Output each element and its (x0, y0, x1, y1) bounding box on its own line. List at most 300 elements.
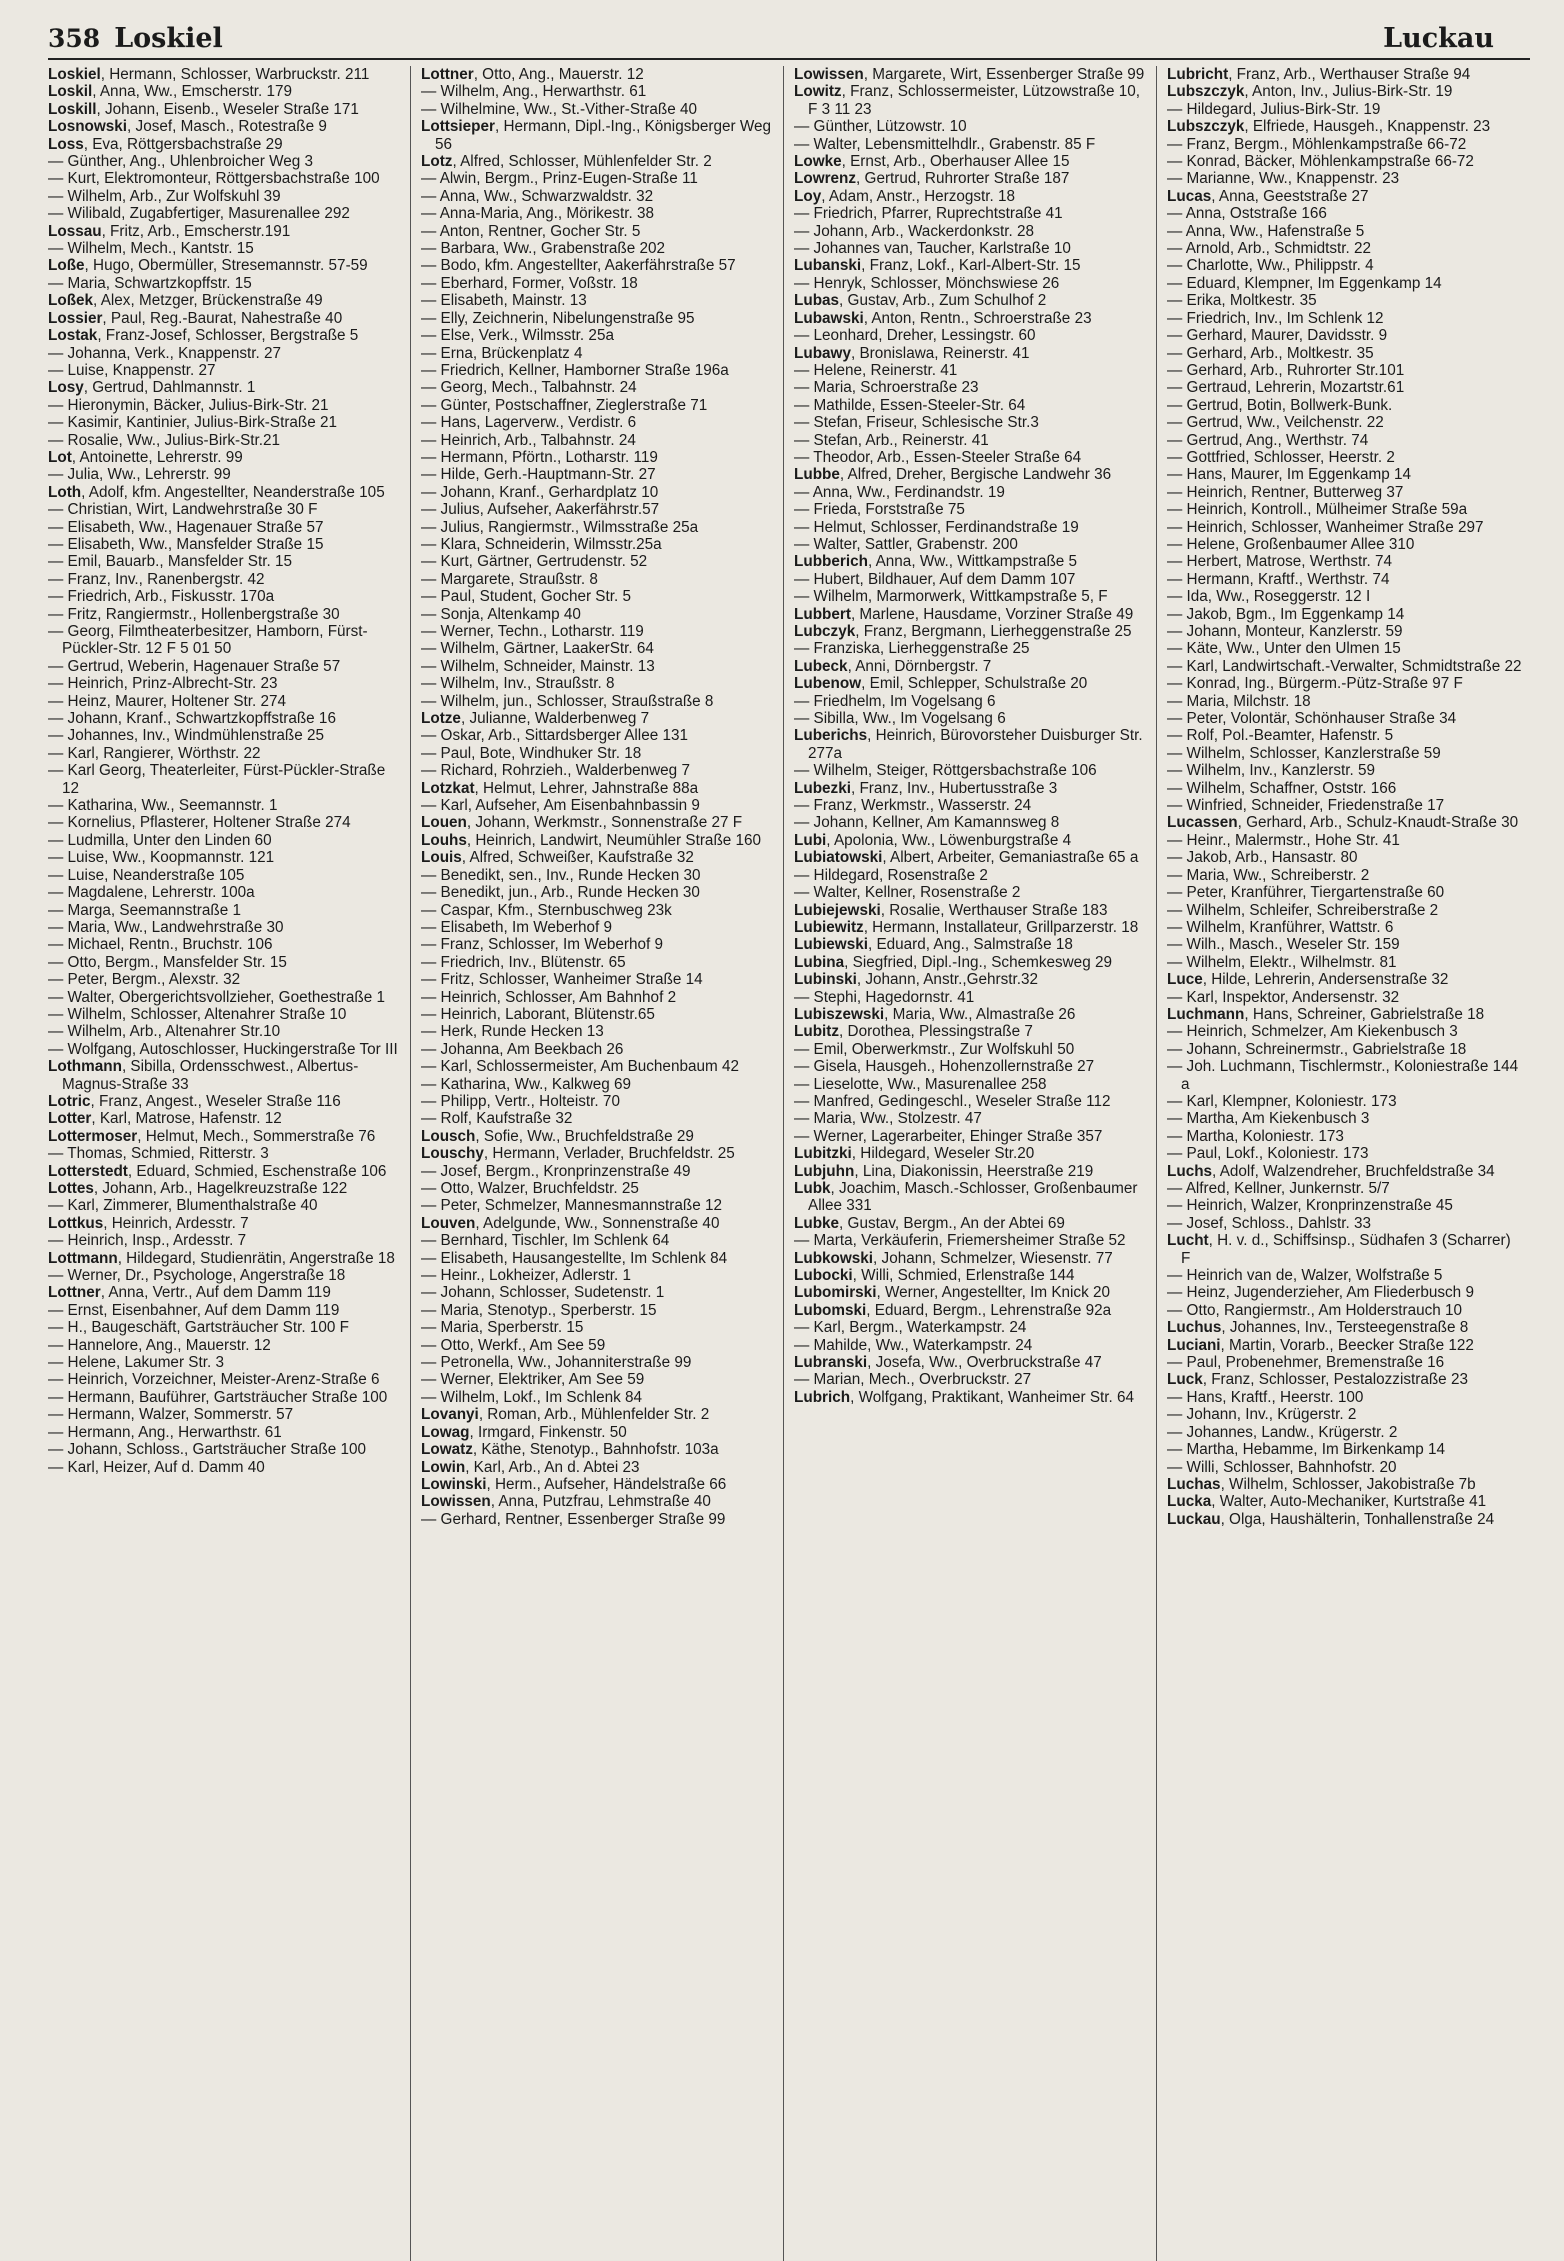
directory-entry: — Wolfgang, Autoschlosser, Huckingerstraße Tor III (48, 1040, 398, 1058)
directory-entry: Lossier, Paul, Reg.-Baurat, Nahestraße 40 (48, 309, 343, 327)
directory-entry: Lubczyk, Franz, Bergmann, Lierheggenstraße 25 (794, 623, 1132, 640)
directory-entry: — Paul, Student, Gocher Str. 5 (421, 588, 632, 606)
directory-entry: Loth, Adolf, kfm. Angestellter, Neanderstraße 105 (48, 483, 385, 501)
surname: Lowatz (421, 1441, 473, 1459)
directory-entry: — Hermann, Kraftf., Werthstr. 74 (1167, 570, 1390, 588)
directory-entry: — Julius, Rangiermstr., Wilmsstraße 25a (421, 518, 699, 536)
surname: Lubiewski (794, 936, 868, 954)
directory-entry: Lubomski, Eduard, Bergm., Lehrenstraße 92a (794, 1301, 1112, 1319)
surname: Lotric (48, 1092, 91, 1110)
directory-entry: — Gottfried, Schlosser, Heerstr. 2 (1167, 448, 1395, 466)
directory-entry: — Katharina, Ww., Kalkweg 69 (421, 1075, 632, 1093)
directory-entry: Lotric, Franz, Angest., Weseler Straße 116 (48, 1092, 341, 1110)
directory-entry: — Emil, Bauarb., Mansfelder Str. 15 (48, 553, 293, 571)
directory-entry: — Kasimir, Kantinier, Julius-Birk-Straße 21 (48, 414, 338, 432)
directory-entry: — Wilhelmine, Ww., St.-Vither-Straße 40 (421, 100, 697, 118)
directory-entry: — Thomas, Schmied, Ritterstr. 3 (48, 1145, 269, 1163)
directory-entry: — Julius, Aufseher, Aakerfährstr.57 (421, 501, 660, 519)
directory-entry: — Maria, Sperberstr. 15 (421, 1319, 584, 1337)
directory-entry: Lothmann, Sibilla, Ordensschwest., Albertus-Magnus-Straße 33 (48, 1058, 359, 1093)
surname: Lubina (794, 953, 845, 971)
directory-entry: — Friedrich, Inv., Im Schlenk 12 (1167, 309, 1384, 327)
surname: Lubk (794, 1180, 831, 1197)
surname: Lotter (48, 1110, 92, 1128)
directory-entry: — Heinrich, Prinz-Albrecht-Str. 23 (48, 675, 278, 693)
directory-entry: — Maria, Stenotyp., Sperberstr. 15 (421, 1301, 657, 1319)
surname: Lossier (48, 309, 103, 327)
directory-entry: — Peter, Bergm., Alexstr. 32 (48, 971, 241, 989)
directory-entry: — Jakob, Bgm., Im Eggenkamp 14 (1167, 605, 1405, 623)
directory-entry: — Friedhelm, Im Vogelsang 6 (794, 692, 996, 710)
directory-entry: — Wilhelm, Mech., Kantstr. 15 (48, 240, 254, 258)
directory-entry: — Werner, Dr., Psychologe, Angerstraße 18 (48, 1267, 346, 1285)
directory-entry: Lotter, Karl, Matrose, Hafenstr. 12 (48, 1110, 282, 1128)
directory-entry: — Maria, Schroerstraße 23 (794, 379, 979, 397)
directory-entry: — Johann, Schreinermstr., Gabrielstraße 18 (1167, 1040, 1467, 1058)
surname: Lubitz (794, 1023, 840, 1041)
directory-entry: — Wilhelm, jun., Schlosser, Straußstraße 8 (421, 692, 714, 710)
directory-entry: — Wilhelm, Schlosser, Kanzlerstraße 59 (1167, 744, 1441, 762)
directory-entry: — Philipp, Vertr., Holteistr. 70 (421, 1092, 620, 1110)
directory-entry: — Theodor, Arb., Essen-Steeler Straße 64 (794, 448, 1082, 466)
directory-entry: — Richard, Rohrzieh., Walderbenweg 7 (421, 762, 690, 780)
directory-entry: Lubk, Joachim, Masch.-Schlosser, Großenbaumer Allee 331 (794, 1180, 1138, 1215)
directory-entry: — Leonhard, Dreher, Lessingstr. 60 (794, 327, 1036, 345)
directory-entry: — Luise, Knappenstr. 27 (48, 361, 216, 379)
surname: Lostak (48, 327, 98, 345)
directory-entry: — Franz, Werkmstr., Wasserstr. 24 (794, 797, 1032, 815)
directory-entry: — Peter, Kranführer, Tiergartenstraße 60 (1167, 884, 1445, 902)
directory-entry: — Josef, Schloss., Dahlstr. 33 (1167, 1214, 1372, 1232)
directory-entry: Luck, Franz, Schlosser, Pestalozzistraße 23 (1167, 1371, 1468, 1389)
directory-entry: — Wilhelm, Schlosser, Altenahrer Straße 10 (48, 1005, 347, 1023)
directory-entry: — Günther, Lützowstr. 10 (794, 118, 967, 136)
directory-entry: — Wilhelm, Schleifer, Schreiberstraße 2 (1167, 901, 1439, 919)
directory-entry: — Maria, Ww., Schreiberstr. 2 (1167, 866, 1370, 884)
directory-entry: — Joh. Luchmann, Tischlermstr., Koloniestraße 144 a (1167, 1058, 1519, 1093)
directory-entry: — Petronella, Ww., Johanniterstraße 99 (421, 1354, 692, 1372)
column-3 (794, 66, 1157, 2261)
surname: Lubjuhn (794, 1162, 855, 1180)
directory-entry: — Johann, Kranf., Gerhardplatz 10 (421, 483, 659, 501)
surname: Losnowski (48, 118, 128, 136)
surname: Lubkowski (794, 1249, 874, 1267)
directory-entry: — Marga, Seemannstraße 1 (48, 901, 241, 919)
directory-entry: — Heinrich, Laborant, Blütenstr.65 (421, 1005, 655, 1023)
surname: Lucht (1167, 1232, 1209, 1250)
directory-entry: Luchas, Wilhelm, Schlosser, Jakobistraße 7b (1167, 1475, 1476, 1493)
directory-entry: — Elly, Zeichnerin, Nibelungenstraße 95 (421, 309, 695, 327)
directory-entry: — Friedrich, Inv., Blütenstr. 65 (421, 953, 626, 971)
surname: Lubenow (794, 675, 862, 693)
directory-entry: — Peter, Schmelzer, Mannesmannstraße 12 (421, 1197, 722, 1215)
directory-entry: Lubbe, Alfred, Dreher, Bergische Landwehr 36 (794, 466, 1112, 484)
surname: Lottsieper (421, 118, 495, 136)
surname: Loth (48, 483, 82, 501)
directory-entry: Louis, Alfred, Schweißer, Kaufstraße 32 (421, 849, 694, 867)
directory-entry: Lowissen, Anna, Putzfrau, Lehmstraße 40 (421, 1493, 711, 1511)
directory-entry: — Hermann, Pförtn., Lotharstr. 119 (421, 448, 658, 466)
directory-entry: Lubberich, Anna, Ww., Wittkampstraße 5 (794, 553, 1078, 571)
directory-entry: — Else, Verk., Wilmsstr. 25a (421, 327, 614, 345)
directory-entry: — Johannes, Inv., Windmühlenstraße 25 (48, 727, 325, 745)
directory-entry: — Alfred, Kellner, Junkernstr. 5/7 (1167, 1180, 1390, 1197)
directory-entry: — Werner, Elektriker, Am See 59 (421, 1371, 645, 1389)
surname: Losy (48, 379, 84, 397)
directory-entry: — Marian, Mech., Overbruckstr. 27 (794, 1371, 1032, 1389)
directory-entry: — Anna, Ww., Hafenstraße 5 (1167, 222, 1365, 240)
directory-entry: Luciani, Martin, Vorarb., Beecker Straße 122 (1167, 1336, 1474, 1354)
directory-entry: — Heinrich, Kontroll., Mülheimer Straße 59a (1167, 501, 1468, 519)
surname: Lotterstedt (48, 1162, 128, 1180)
directory-entry: — Fritz, Schlosser, Wanheimer Straße 14 (421, 971, 703, 989)
directory-entry: — Manfred, Gedingeschl., Weseler Straße 112 (794, 1092, 1111, 1110)
directory-entry: Lubeck, Anni, Dörnbergstr. 7 (794, 657, 992, 675)
surname: Lubawy (794, 344, 851, 362)
surname: Lucka (1167, 1493, 1212, 1511)
directory-entry: — Wilhelm, Inv., Kanzlerstr. 59 (1167, 762, 1375, 780)
directory-entry: — Karl, Klempner, Koloniestr. 173 (1167, 1092, 1397, 1110)
directory-entry: — Benedikt, jun., Arb., Runde Hecken 30 (421, 884, 700, 902)
directory-entry: — Gertrud, Ang., Werthstr. 74 (1167, 431, 1369, 449)
directory-entry: — Wilhelm, Arb., Zur Wolfskuhl 39 (48, 187, 281, 205)
directory-entry: — Karl, Inspektor, Andersenstr. 32 (1167, 988, 1400, 1006)
directory-entry: Lubszczyk, Elfriede, Hausgeh., Knappenstr. 23 (1167, 118, 1491, 136)
surname: Lossau (48, 222, 102, 240)
surname: Lowin (421, 1458, 466, 1476)
directory-entry: — Franziska, Lierheggenstraße 25 (794, 640, 1030, 658)
directory-entry: — Karl, Heizer, Auf d. Damm 40 (48, 1458, 265, 1476)
directory-entry: Losnowski, Josef, Masch., Rotestraße 9 (48, 118, 327, 136)
directory-entry: — Oskar, Arb., Sittardsberger Allee 131 (421, 727, 688, 745)
directory-entry: — Gisela, Hausgeh., Hohenzollernstraße 27 (794, 1058, 1095, 1076)
directory-entry: — Maria, Ww., Landwehrstraße 30 (48, 918, 284, 936)
directory-entry: Loy, Adam, Anstr., Herzogstr. 18 (794, 187, 1016, 205)
directory-entry: — Stephi, Hagedornstr. 41 (794, 988, 975, 1006)
directory-entry: Lubbert, Marlene, Hausdame, Vorziner Straße 49 (794, 605, 1134, 623)
directory-entry: — Ernst, Eisenbahner, Auf dem Damm 119 (48, 1301, 340, 1319)
directory-entry: Lucht, H. v. d., Schiffsinsp., Südhafen 3 (Scharrer) F (1167, 1232, 1511, 1267)
directory-entry: — Heinrich, Vorzeichner, Meister-Arenz-Straße 6 (48, 1371, 380, 1389)
directory-entry: — Werner, Techn., Lotharstr. 119 (421, 623, 644, 640)
directory-entry: — Günther, Ang., Uhlenbroicher Weg 3 (48, 153, 314, 171)
directory-entry: — Gertrud, Weberin, Hagenauer Straße 57 (48, 657, 341, 675)
directory-entry: — Heinz, Jugenderzieher, Am Fliederbusch 9 (1167, 1284, 1474, 1302)
directory-entry: Lubinski, Johann, Anstr.,Gehrstr.32 (794, 971, 1039, 989)
directory-entry: Lowrenz, Gertrud, Ruhrorter Straße 187 (794, 170, 1070, 188)
directory-entry: Loße, Hugo, Obermüller, Stresemannstr. 57-59 (48, 257, 368, 275)
directory-entry: — Walter, Sattler, Grabenstr. 200 (794, 535, 1018, 553)
directory-entry: — Hannelore, Ang., Mauerstr. 12 (48, 1336, 271, 1354)
surname: Loße (48, 257, 85, 275)
surname: Lubinski (794, 971, 857, 989)
directory-entry: — Walter, Lebensmittelhdlr., Grabenstr. 85 F (794, 135, 1096, 153)
directory-entry: Lowinski, Herm., Aufseher, Händelstraße 66 (421, 1475, 727, 1493)
directory-entry: — Gertrud, Ww., Veilchenstr. 22 (1167, 414, 1384, 432)
directory-entry: — Walter, Obergerichtsvollzieher, Goethestraße 1 (48, 988, 385, 1006)
directory-entry: Lot, Antoinette, Lehrerstr. 99 (48, 448, 243, 466)
directory-entry: — Stefan, Friseur, Schlesische Str.3 (794, 414, 1039, 432)
directory-entry: — Johanna, Verk., Knappenstr. 27 (48, 344, 282, 362)
directory-entry: — Hilde, Gerh.-Hauptmann-Str. 27 (421, 466, 656, 484)
surname: Lubbert (794, 605, 851, 623)
directory-entry: Lostak, Franz-Josef, Schlosser, Bergstraße 5 (48, 327, 359, 345)
directory-entry: — Hans, Kraftf., Heerstr. 100 (1167, 1388, 1364, 1406)
directory-entry: Luberichs, Heinrich, Bürovorsteher Duisburger Str. 277a (794, 727, 1143, 762)
directory-entry: — Ida, Ww., Roseggerstr. 12 I (1167, 588, 1371, 606)
directory-entry: Lotzkat, Helmut, Lehrer, Jahnstraße 88a (421, 779, 699, 797)
surname: Lowissen (421, 1493, 491, 1511)
directory-entry: — Friedrich, Kellner, Hamborner Straße 196a (421, 361, 729, 379)
directory-entry: Lubkowski, Johann, Schmelzer, Wiesenstr. 77 (794, 1249, 1113, 1267)
surname: Louhs (421, 831, 467, 849)
directory-entry: — Heinrich, Schlosser, Wanheimer Straße 297 (1167, 518, 1484, 536)
directory-entry: — Hildegard, Rosenstraße 2 (794, 866, 988, 884)
surname: Lubczyk (794, 623, 856, 640)
directory-entry: — Katharina, Ww., Seemannstr. 1 (48, 797, 278, 815)
directory-entry: — Anna-Maria, Ang., Mörikestr. 38 (421, 205, 654, 223)
directory-entry: — Bodo, kfm. Angestellter, Aakerfährstraße 57 (421, 257, 736, 275)
surname: Lubi (794, 831, 827, 849)
directory-entry: — Wilhelm, Arb., Altenahrer Str.10 (48, 1023, 281, 1041)
directory-entry: — Wilhelm, Kranführer, Wattstr. 6 (1167, 918, 1394, 936)
surname: Lottmann (48, 1249, 118, 1267)
directory-entry: Lubke, Gustav, Bergm., An der Abtei 69 (794, 1214, 1065, 1232)
directory-entry: — Herbert, Matrose, Werthstr. 74 (1167, 553, 1392, 571)
surname: Lothmann (48, 1058, 122, 1076)
surname: Lubanski (794, 257, 862, 275)
directory-entry: — Johann, Kranf., Schwartzkopffstraße 16 (48, 710, 336, 728)
surname: Lubiewitz (794, 918, 864, 936)
surname: Louen (421, 814, 467, 832)
surname: Lotze (421, 710, 461, 728)
directory-entry: Lovanyi, Roman, Arb., Mühlenfelder Str. 2 (421, 1406, 710, 1424)
directory-entry: — Johann, Schloss., Gartsträucher Straße 100 (48, 1441, 366, 1459)
directory-entry: Loss, Eva, Röttgersbachstraße 29 (48, 135, 283, 153)
directory-entry: Lubjuhn, Lina, Diakonissin, Heerstraße 219 (794, 1162, 1094, 1180)
directory-entry: — Mahilde, Ww., Waterkampstr. 24 (794, 1336, 1033, 1354)
directory-entry: Lubiewitz, Hermann, Installateur, Grillparzerstr. 18 (794, 918, 1139, 936)
directory-entry: — Wilhelm, Marmorwerk, Wittkampstraße 5, F (794, 588, 1108, 606)
directory-entry: — Charlotte, Ww., Philippstr. 4 (1167, 257, 1374, 275)
surname: Loskiel (48, 66, 101, 83)
surname: Loy (794, 187, 822, 205)
directory-entry: Lubiewski, Eduard, Ang., Salmstraße 18 (794, 936, 1073, 954)
directory-entry: — Jakob, Arb., Hansastr. 80 (1167, 849, 1358, 867)
surname: Lot (48, 448, 72, 466)
directory-entry: Luchus, Johannes, Inv., Tersteegenstraße 8 (1167, 1319, 1469, 1337)
directory-entry: Lottsieper, Hermann, Dipl.-Ing., Königsberger Weg 56 (421, 118, 771, 153)
directory-entry: — Anna, Ww., Schwarzwaldstr. 32 (421, 187, 654, 205)
directory-entry: — Kurt, Elektromonteur, Röttgersbachstraße 100 (48, 170, 380, 188)
directory-entry: — Barbara, Ww., Grabenstraße 202 (421, 240, 666, 258)
directory-entry: Lubina, Siegfried, Dipl.-Ing., Schemkesweg 29 (794, 953, 1112, 971)
directory-entry: — Georg, Mech., Talbahnstr. 24 (421, 379, 637, 397)
directory-entry: — Paul, Lokf., Koloniestr. 173 (1167, 1145, 1369, 1163)
surname: Luchs (1167, 1162, 1213, 1180)
surname: Lowag (421, 1423, 470, 1441)
directory-entry: — Otto, Walzer, Bruchfeldstr. 25 (421, 1180, 639, 1197)
directory-entry: Lucassen, Gerhard, Arb., Schulz-Knaudt-Straße 30 (1167, 814, 1519, 832)
surname: Loskil (48, 83, 93, 101)
directory-entry: Louschy, Hermann, Verlader, Bruchfeldstr. 25 (421, 1145, 735, 1163)
directory-entry: — Hildegard, Julius-Birk-Str. 19 (1167, 100, 1381, 118)
directory-entry: Lottner, Otto, Ang., Mauerstr. 12 (421, 66, 644, 83)
directory-entry: Lubszczyk, Anton, Inv., Julius-Birk-Str. 19 (1167, 83, 1453, 101)
directory-entry: — Ludmilla, Unter den Linden 60 (48, 831, 272, 849)
directory-entry: — Franz, Schlosser, Im Weberhof 9 (421, 936, 664, 954)
directory-entry: — Karl, Aufseher, Am Eisenbahnbassin 9 (421, 797, 700, 815)
directory-entry: — Benedikt, sen., Inv., Runde Hecken 30 (421, 866, 701, 884)
directory-entry: — Helene, Großenbaumer Allee 310 (1167, 535, 1415, 553)
directory-entry: Lubricht, Franz, Arb., Werthauser Straße 94 (1167, 66, 1471, 83)
directory-entry: — Johannes, Landw., Krügerstr. 2 (1167, 1423, 1398, 1441)
directory-entry: — Elisabeth, Ww., Mansfelder Straße 15 (48, 535, 324, 553)
directory-entry: — Heinrich, Walzer, Kronprinzenstraße 45 (1167, 1197, 1453, 1215)
directory-entry: Lubitzki, Hildegard, Weseler Str.20 (794, 1145, 1035, 1163)
directory-entry: — Heinr., Lokheizer, Adlerstr. 1 (421, 1267, 632, 1285)
directory-entry: — Sibilla, Ww., Im Vogelsang 6 (794, 710, 1006, 728)
directory-entry: Lucka, Walter, Auto-Mechaniker, Kurtstraße 41 (1167, 1493, 1487, 1511)
directory-entry: — Maria, Ww., Stolzestr. 47 (794, 1110, 982, 1128)
directory-entry: — Martha, Hebamme, Im Birkenkamp 14 (1167, 1441, 1445, 1459)
directory-entry: — Mathilde, Essen-Steeler-Str. 64 (794, 396, 1026, 414)
surname: Luciani (1167, 1336, 1221, 1354)
surname: Lottes (48, 1180, 94, 1197)
directory-entry: — Elisabeth, Ww., Hagenauer Straße 57 (48, 518, 324, 536)
surname: Lubiatowski (794, 849, 883, 867)
directory-entry: — Heinrich, Schlosser, Am Bahnhof 2 (421, 988, 677, 1006)
directory-entry: — Josef, Bergm., Kronprinzenstraße 49 (421, 1162, 691, 1180)
surname: Lubricht (1167, 66, 1229, 83)
directory-entry: Loßek, Alex, Metzger, Brückenstraße 49 (48, 292, 323, 310)
header-last-name: Luckau (1383, 23, 1494, 54)
directory-entry: — Wilhelm, Schaffner, Oststr. 166 (1167, 779, 1397, 797)
directory-entry: — Maria, Milchstr. 18 (1167, 692, 1311, 710)
directory-entry: Lowag, Irmgard, Finkenstr. 50 (421, 1423, 627, 1441)
directory-entry: — Johann, Monteur, Kanzlerstr. 59 (1167, 623, 1403, 640)
directory-entry: Lottes, Johann, Arb., Hagelkreuzstraße 122 (48, 1180, 348, 1197)
directory-entry: — Hans, Maurer, Im Eggenkamp 14 (1167, 466, 1412, 484)
directory-entry: — Gertrud, Botin, Bollwerk-Bunk. (1167, 396, 1393, 414)
directory-entry: — Emil, Oberwerkmstr., Zur Wolfskuhl 50 (794, 1040, 1075, 1058)
surname: Lubiszewski (794, 1005, 885, 1023)
directory-entry: — Franz, Inv., Ranenbergstr. 42 (48, 570, 265, 588)
directory-entry: — Wilh., Masch., Weseler Str. 159 (1167, 936, 1400, 954)
directory-entry: — Friedrich, Arb., Fiskusstr. 170a (48, 588, 275, 606)
surname: Lousch (421, 1127, 476, 1145)
directory-entry: — Anton, Rentner, Gocher Str. 5 (421, 222, 641, 240)
surname: Lottkus (48, 1214, 104, 1232)
surname: Lubas (794, 292, 840, 310)
directory-entry: — Anna, Ww., Ferdinandstr. 19 (794, 483, 1005, 501)
directory-entry: — Christian, Wirt, Landwehrstraße 30 F (48, 501, 318, 519)
directory-entry: Lubitz, Dorothea, Plessingstraße 7 (794, 1023, 1033, 1041)
directory-entry: Lubawski, Anton, Rentn., Schroerstraße 23 (794, 309, 1092, 327)
directory-entry: — Günter, Postschaffner, Zieglerstraße 71 (421, 396, 708, 414)
directory-entry: Luchs, Adolf, Walzendreher, Bruchfeldstraße 34 (1167, 1162, 1495, 1180)
directory-entry: — Peter, Volontär, Schönhauser Straße 34 (1167, 710, 1457, 728)
directory-entry: — Margarete, Straußstr. 8 (421, 570, 598, 588)
column-1 (48, 66, 411, 2261)
directory-entry: Lubanski, Franz, Lokf., Karl-Albert-Str. 15 (794, 257, 1081, 275)
directory-entry: — Elisabeth, Hausangestellte, Im Schlenk 84 (421, 1249, 728, 1267)
directory-entry: — Marianne, Ww., Knappenstr. 23 (1167, 170, 1400, 188)
surname: Loss (48, 135, 84, 153)
directory-entry: — Elisabeth, Im Weberhof 9 (421, 918, 613, 936)
directory-entry: — Eduard, Klempner, Im Eggenkamp 14 (1167, 274, 1442, 292)
directory-entry: — Otto, Bergm., Mansfelder Str. 15 (48, 953, 287, 971)
directory-entry: — Helene, Lakumer Str. 3 (48, 1354, 224, 1372)
directory-entry: — Luise, Ww., Koopmannstr. 121 (48, 849, 275, 867)
directory-entry: Luce, Hilde, Lehrerin, Andersenstraße 32 (1167, 971, 1449, 989)
directory-entry: — Karl, Rangierer, Wörthstr. 22 (48, 744, 261, 762)
directory-entry: — Friedrich, Pfarrer, Ruprechtstraße 41 (794, 205, 1063, 223)
directory-entry: Lubenow, Emil, Schlepper, Schulstraße 20 (794, 675, 1088, 693)
surname: Lubezki (794, 779, 851, 797)
directory-entry: Lossau, Fritz, Arb., Emscherstr.191 (48, 222, 291, 240)
directory-entry: — Karl, Zimmerer, Blumenthalstraße 40 (48, 1197, 318, 1215)
surname: Lottner (421, 66, 474, 83)
directory-entry: — Karl Georg, Theaterleiter, Fürst-Pückler-Straße 12 (48, 762, 386, 797)
surname: Louschy (421, 1145, 484, 1163)
page-header (48, 14, 1530, 60)
surname: Luchas (1167, 1475, 1221, 1493)
column-2 (421, 66, 784, 2261)
surname: Lubranski (794, 1354, 868, 1372)
directory-entry: Lubiejewski, Rosalie, Werthauser Straße 183 (794, 901, 1108, 919)
surname: Lowke (794, 153, 842, 171)
surname: Lubszczyk (1167, 83, 1245, 101)
directory-entry: Lottermoser, Helmut, Mech., Sommerstraße 76 (48, 1127, 376, 1145)
directory-entry: — Heinr., Malermstr., Hohe Str. 41 (1167, 831, 1400, 849)
directory-entry: Loskiel, Hermann, Schlosser, Warbruckstr. 211 (48, 66, 370, 83)
directory-entry: — Heinrich, Arb., Talbahnstr. 24 (421, 431, 636, 449)
directory-entry: — Hermann, Bauführer, Gartsträucher Straße 100 (48, 1388, 388, 1406)
directory-entry: Lucas, Anna, Geeststraße 27 (1167, 187, 1369, 205)
page-number: 358 (48, 24, 101, 53)
surname: Loßek (48, 292, 94, 310)
directory-entry: Luckau, Olga, Haushälterin, Tonhallenstraße 24 (1167, 1510, 1495, 1528)
directory-entry: — Johann, Inv., Krügerstr. 2 (1167, 1406, 1357, 1424)
directory-entry: — Luise, Neanderstraße 105 (48, 866, 245, 884)
directory-entry: — Hubert, Bildhauer, Auf dem Damm 107 (794, 570, 1076, 588)
directory-entry: — Magdalene, Lehrerstr. 100a (48, 884, 255, 902)
directory-entry: — Heinrich van de, Walzer, Wolfstraße 5 (1167, 1267, 1443, 1285)
surname: Lotzkat (421, 779, 475, 797)
directory-entry: Lowitz, Franz, Schlossermeister, Lützowstraße 10, F 3 11 23 (794, 83, 1140, 118)
directory-entry: Lotze, Julianne, Walderbenweg 7 (421, 710, 650, 728)
directory-entry: Louhs, Heinrich, Landwirt, Neumühler Straße 160 (421, 831, 762, 849)
directory-entry: — Klara, Schneiderin, Wilmsstr.25a (421, 535, 662, 553)
directory-entry: Louven, Adelgunde, Ww., Sonnenstraße 40 (421, 1214, 720, 1232)
directory-entry: — Bernhard, Tischler, Im Schlenk 64 (421, 1232, 670, 1250)
directory-entry: — Heinrich, Insp., Ardesstr. 7 (48, 1232, 247, 1250)
directory-entry: — Alwin, Bergm., Prinz-Eugen-Straße 11 (421, 170, 698, 188)
directory-entry: — Erna, Brückenplatz 4 (421, 344, 583, 362)
directory-entry: Lubiszewski, Maria, Ww., Almastraße 26 (794, 1005, 1076, 1023)
surname: Luchmann (1167, 1005, 1245, 1023)
directory-entry: — Werner, Lagerarbeiter, Ehinger Straße 357 (794, 1127, 1103, 1145)
column-4 (1167, 66, 1530, 2261)
directory-entry: Louen, Johann, Werkmstr., Sonnenstraße 27 F (421, 814, 743, 832)
surname: Lubomski (794, 1301, 867, 1319)
directory-entry: Lotterstedt, Eduard, Schmied, Eschenstraße 106 (48, 1162, 387, 1180)
directory-entry: — Kornelius, Pflasterer, Holtener Straße 274 (48, 814, 351, 832)
directory-entry: — Henryk, Schlosser, Mönchswiese 26 (794, 274, 1060, 292)
directory-entry: Lottmann, Hildegard, Studienrätin, Angerstraße 18 (48, 1249, 395, 1267)
surname: Lubbe (794, 466, 840, 484)
